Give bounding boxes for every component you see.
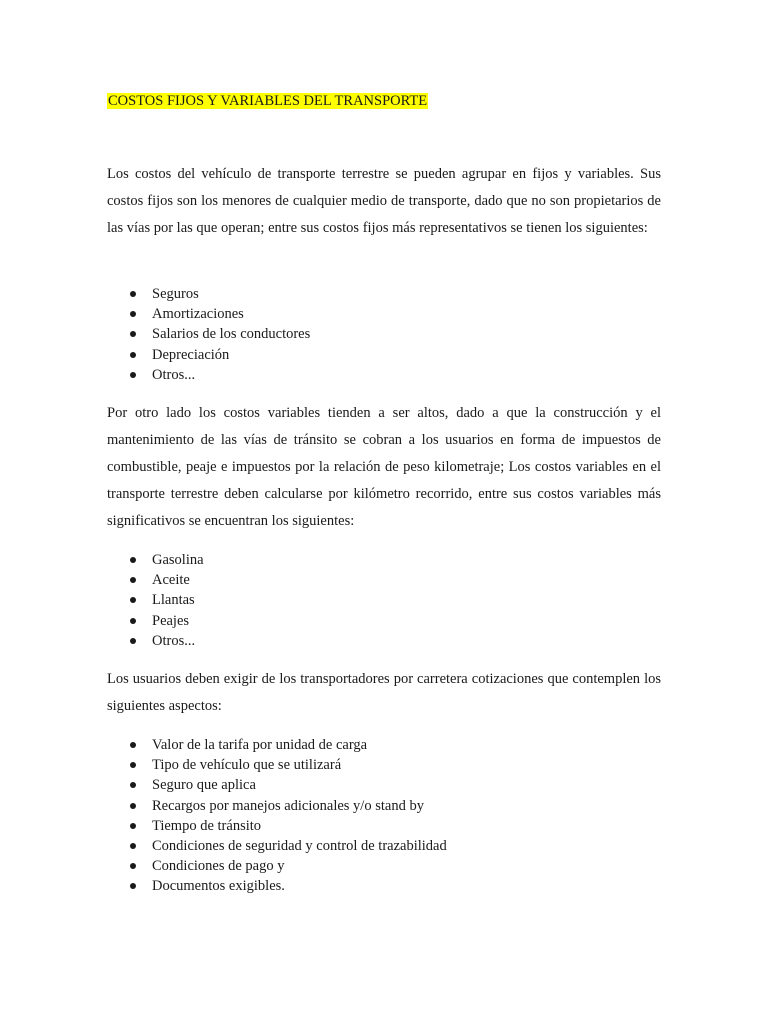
paragraph-fixed-costs-intro: Los costos del vehículo de transporte terrestre se pueden agrupar en fijos y variables. Sus costos fijos son los menores de cualquier medio de transporte, dado que no son propietarios de las vías por las que operan; entre sus costos fijos más representativos se tienen los siguientes: [107, 166, 661, 236]
title-highlight: COSTOS FIJOS Y VARIABLES DEL TRANSPORTE [108, 93, 428, 109]
document-title [107, 91, 428, 111]
list-item: Gasolina [107, 550, 204, 570]
list-item: Llantas [107, 590, 204, 610]
paragraph-aspects-intro: Los usuarios deben exigir de los transportadores por carretera cotizaciones que contemplen los siguientes aspectos: [107, 671, 661, 714]
list-item: Recargos por manejos adicionales y/o stand by [107, 796, 447, 816]
list-item: Otros... [107, 365, 310, 385]
list-item: Condiciones de pago y [107, 856, 447, 876]
list-item: Condiciones de seguridad y control de trazabilidad [107, 836, 447, 856]
list-item: Valor de la tarifa por unidad de carga [107, 735, 447, 755]
variable-costs-list [107, 550, 204, 651]
list-item: Otros... [107, 631, 204, 651]
aspects-list [107, 735, 447, 897]
list-item: Tiempo de tránsito [107, 816, 447, 836]
fixed-costs-list [107, 284, 310, 385]
list-item: Tipo de vehículo que se utilizará [107, 755, 447, 775]
list-item: Salarios de los conductores [107, 324, 310, 344]
list-item: Aceite [107, 570, 204, 590]
paragraph-variable-costs-intro: Por otro lado los costos variables tienden a ser altos, dado a que la construcción y el mantenimiento de las vías de tránsito se cobran a los usuarios en forma de impuestos de combustible, peaje e impuestos por la relación de peso kilometraje; Los costos variables en el transporte terrestre deben calcularse por kilómetro recorrido, entre sus costos variables más significativos se encuentran los siguientes: [107, 405, 661, 529]
list-item: Documentos exigibles. [107, 876, 447, 896]
list-item: Depreciación [107, 345, 310, 365]
list-item: Seguro que aplica [107, 775, 447, 795]
list-item: Seguros [107, 284, 310, 304]
list-item: Peajes [107, 611, 204, 631]
list-item: Amortizaciones [107, 304, 310, 324]
